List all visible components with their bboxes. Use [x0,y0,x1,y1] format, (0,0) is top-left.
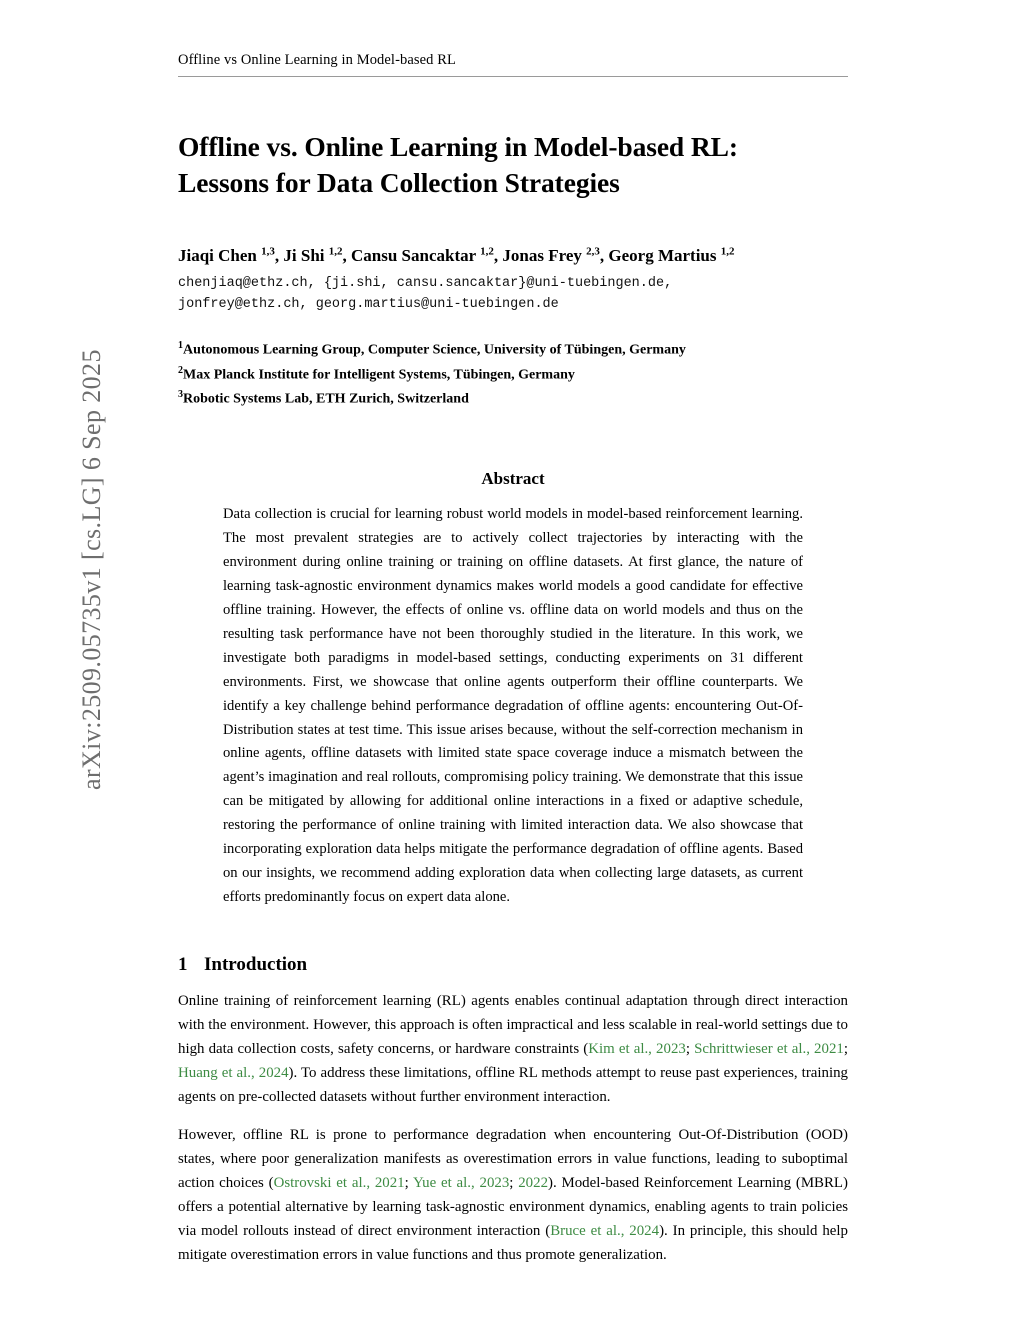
affiliation-item [178,363,848,387]
affiliation-text: Max Planck Institute for Intelligent Systems, Tübingen, Germany [183,367,575,383]
affiliation-text: Robotic Systems Lab, ETH Zurich, Switzerland [183,391,469,407]
running-head: Offline vs Online Learning in Model-based RL [178,52,848,77]
email-line-2: jonfrey@ethz.ch, georg.martius@uni-tuebingen.de [178,297,559,313]
text-run: ). To address these limitations, offline RL methods attempt to reuse past experiences, training agents on pre-collected datasets without further environment interaction. [178,1065,848,1106]
author-name: Jonas Frey [502,245,582,265]
title-line-1: Offline vs. Online Learning in Model-based RL: [178,131,738,162]
abstract-heading: Abstract [481,469,545,489]
affiliation-marker: 3 [178,388,183,400]
section-heading-introduction [178,954,848,976]
section-number: 1 [178,953,188,975]
author-list: Jiaqi Chen $^{1,3}$, Ji Shi $^{1,2}$, Cansu Sancaktar $^{1,2}$, Jonas Frey $^{2,3}$, Georg Martius $^{1,2}$ [178,244,735,265]
affiliation-item [178,387,848,411]
author-name: Georg Martius [608,245,717,265]
author-name: Ji Shi [283,245,325,265]
affiliation-text: Autonomous Learning Group, Computer Science, University of Tübingen, Germany [183,342,686,358]
text-run: ; [685,1041,695,1058]
text-run: Online training of reinforcement learning (RL) agents enables continual adaptation through direct interaction with the environment. However, this approach is often impractical and less scalable in real-world settings due to high data collection costs, safety concerns, or hardware constraints ( [178,992,848,1058]
affiliation-marker: 2 [178,364,183,376]
citation-link[interactable]: Ostrovski et al., 2021 [273,1174,405,1191]
text-run: ; [404,1174,414,1191]
citation-link[interactable]: Schrittwieser et al., 2021 [694,1041,844,1058]
citation-link[interactable]: Kim et al., 2023 [588,1041,686,1058]
author-affil-marker: 1,3 [261,244,275,257]
affiliations [178,338,848,411]
arxiv-stamp: arXiv:2509.05735v1 [cs.LG] 6 Sep 2025 [77,349,106,790]
author-emails [178,274,848,316]
page-title [178,129,848,202]
abstract-text: Data collection is crucial for learning robust world models in model-based reinforcement learning. The most prevalent strategies are to actively collect trajectories by interacting with the environment during online training or training on offline datasets. At first glance, the nature of learning task-agnostic environment dynamics makes world models a good candidate for effective offline training. However, the effects of online vs. offline data on world models and thus on the resulting task performance have not been thoroughly studied in the literature. In this work, we investigate both paradigms in model-based settings, conducting experiments on 31 different environments. First, we showcase that online agents outperform their offline counterparts. We identify a key challenge behind performance degradation of offline agents: encountering Out-Of-Distribution states at test time. This issue arises because, without the self-correction mechanism in online agents, offline datasets with limited state space coverage induce a mismatch between the agent’s imagination and real rollouts, compromising policy training. We demonstrate that this issue can be mitigated by allowing for additional online interactions in a fixed or adaptive schedule, restoring the performance of online training with limited interaction data. We also showcase that incorporating exploration data helps mitigate the performance degradation of offline agents. Based on our insights, we recommend adding exploration data when collecting large datasets, as current efforts predominantly focus on expert data alone. [223,506,803,905]
paragraph-intro-2 [178,1123,848,1268]
text-run: ; [509,1174,519,1191]
section-title: Introduction [204,953,308,975]
text-run: ). In principle, this should help mitigate overestimation errors in value functions and thus promote generalization. [178,1223,848,1264]
affiliation-item [178,338,848,362]
citation-link[interactable]: 2022 [518,1174,549,1191]
text-run: ). Model-based Reinforcement Learning (MBRL) offers a potential alternative by learning task-agnostic environment dynamics, enabling agents to train policies via model rollouts instead of direct environment interaction ( [178,1174,848,1240]
author-affil-marker: 1,2 [720,244,735,257]
text-run: ; [843,1041,848,1058]
paper-content [178,52,848,1267]
author-name: Cansu Sancaktar [351,245,476,265]
paragraph-intro-1 [178,989,848,1110]
text-run: However, offline RL is prone to performance degradation when encountering Out-Of-Distribution (OOD) states, where poor generalization manifests as overestimation errors in value functions, leading to suboptimal action choices ( [178,1126,848,1191]
title-line-2: Lessons for Data Collection Strategies [178,167,620,199]
email-line-1: chenjiaq@ethz.ch, {ji.shi, cansu.sancaktar}@uni-tuebingen.de, [178,276,673,292]
author-affil-marker: 1,2 [480,244,494,257]
citation-link[interactable]: Yue et al., 2023 [413,1174,510,1191]
author-name: Jiaqi Chen [178,245,257,265]
affiliation-marker: 1 [178,340,183,352]
author-affil-marker: 2,3 [586,244,600,257]
citation-link[interactable]: Huang et al., 2024 [178,1065,289,1082]
author-affil-marker: 1,2 [328,244,343,257]
citation-link[interactable]: Bruce et al., 2024 [550,1223,660,1240]
